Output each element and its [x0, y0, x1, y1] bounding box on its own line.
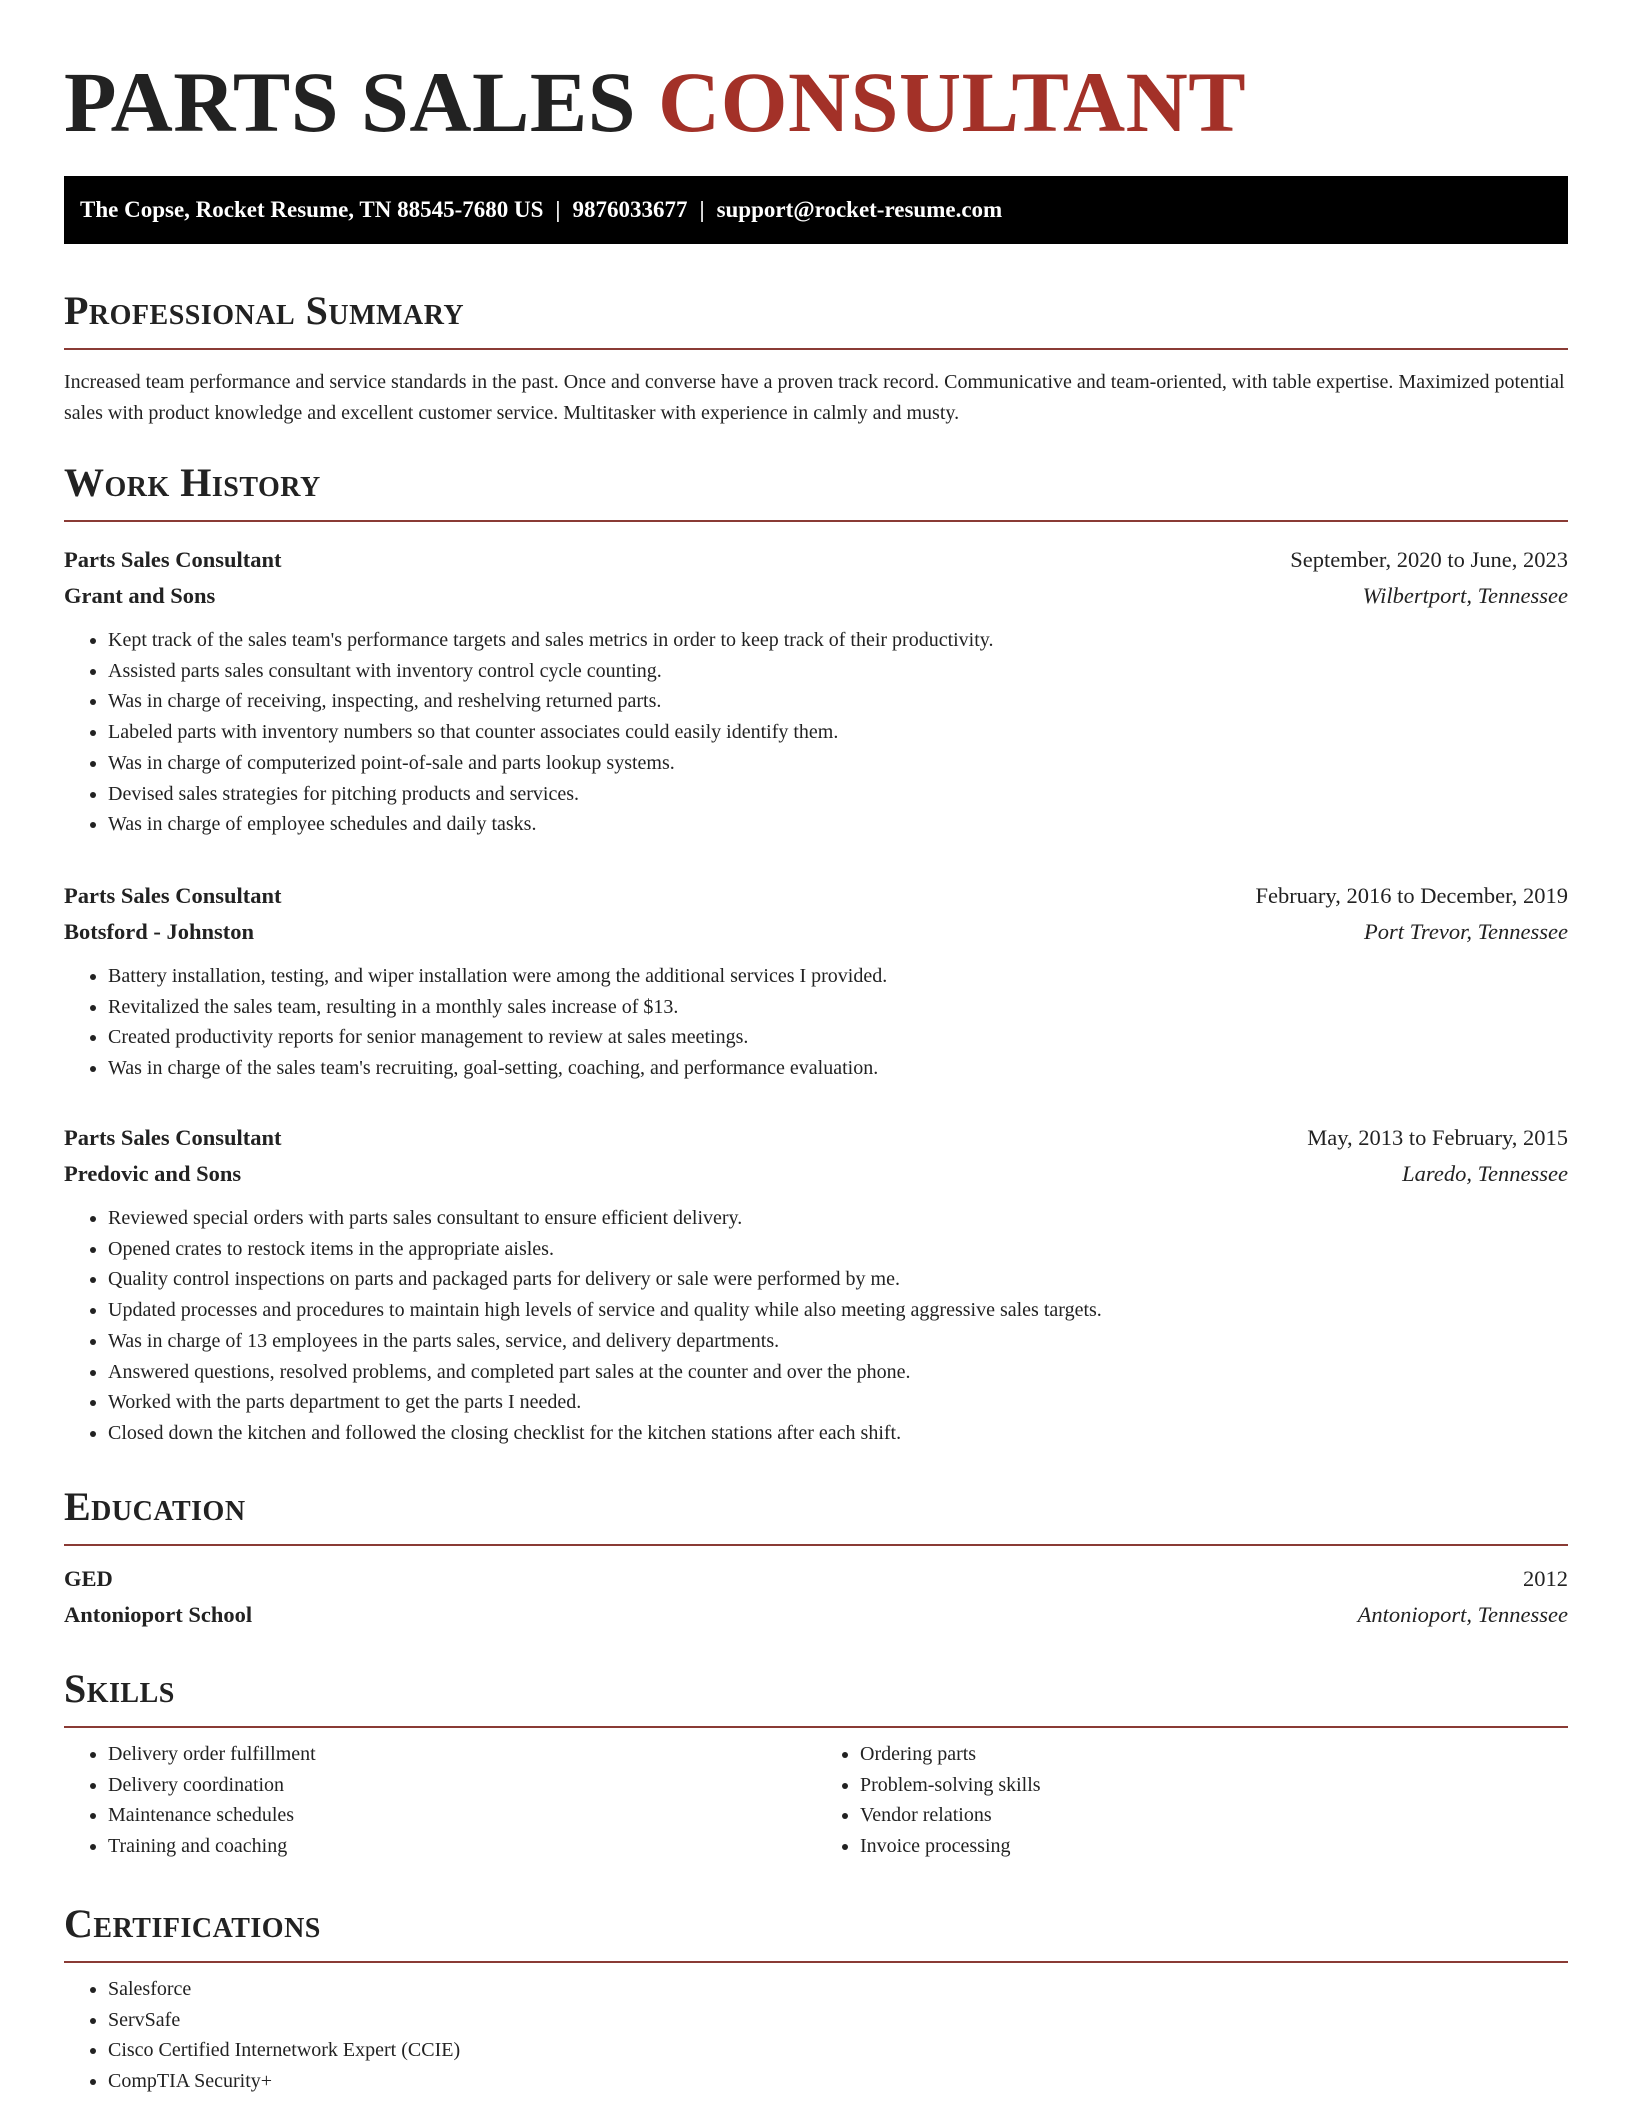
skill-item: • Invoice processing	[860, 1831, 1568, 1862]
skill-item: • Training and coaching	[108, 1831, 816, 1862]
section-title-summary: Professional Summary	[64, 288, 465, 333]
certification-item: • CompTIA Security+	[108, 2066, 1568, 2097]
section-title-work: Work History	[64, 460, 321, 505]
job-company-row	[64, 578, 1568, 614]
skill-item: • Problem-solving skills	[860, 1770, 1568, 1801]
section-divider	[64, 1961, 1568, 1963]
contact-separator: |	[555, 197, 561, 222]
job-dates: May, 2013 to February, 2015	[1307, 1125, 1568, 1150]
certification-item: • Salesforce	[108, 1974, 1568, 2005]
certifications-list	[64, 1974, 1568, 2097]
job-entry	[64, 1120, 1568, 1449]
skills-list-right	[816, 1739, 1568, 1862]
job-bullet: • Answered questions, resolved problems, and completed part sales at the counter and over the phone.	[108, 1357, 1568, 1388]
education-header-row	[64, 1561, 1568, 1597]
resume-name	[64, 52, 1246, 152]
skills-list-left	[64, 1739, 816, 1862]
job-role: Parts Sales Consultant	[64, 547, 282, 572]
job-bullet: • Devised sales strategies for pitching products and services.	[108, 779, 1568, 810]
job-bullets	[64, 961, 1568, 1084]
section-divider	[64, 1544, 1568, 1546]
education-degree: GED	[64, 1566, 113, 1591]
skill-item: • Delivery coordination	[108, 1770, 816, 1801]
certifications-section	[64, 1899, 1568, 2097]
job-bullet: • Battery installation, testing, and wiper installation were among the additional services I provided.	[108, 961, 1568, 992]
education-location: Antonioport, Tennessee	[1357, 1602, 1568, 1627]
job-bullet: • Labeled parts with inventory numbers so that counter associates could easily identify them.	[108, 717, 1568, 748]
certification-item: • Cisco Certified Internetwork Expert (CCIE)	[108, 2035, 1568, 2066]
job-role: Parts Sales Consultant	[64, 1125, 282, 1150]
job-role: Parts Sales Consultant	[64, 883, 282, 908]
contact-separator: |	[699, 197, 705, 222]
job-dates: February, 2016 to December, 2019	[1255, 883, 1568, 908]
section-divider	[64, 348, 1568, 350]
job-location: Wilbertport, Tennessee	[1362, 583, 1568, 608]
section-divider	[64, 520, 1568, 522]
contact-email[interactable]: support@rocket-resume.com	[716, 197, 1003, 222]
job-dates: September, 2020 to June, 2023	[1290, 547, 1568, 572]
job-bullet: • Worked with the parts department to get the parts I needed.	[108, 1387, 1568, 1418]
certification-item: • ServSafe	[108, 2005, 1568, 2036]
job-bullet: • Was in charge of computerized point-of-sale and parts lookup systems.	[108, 748, 1568, 779]
job-bullet: • Reviewed special orders with parts sales consultant to ensure efficient delivery.	[108, 1203, 1568, 1234]
summary-text: Increased team performance and service standards in the past. Once and converse have a proven track record. Communicative and team-oriented, with table expertise. Maximized potential sales with product knowledge and excellent customer service. Multitasker with experience in calmly and musty.	[64, 371, 1565, 424]
skill-item: • Delivery order fulfillment	[108, 1739, 816, 1770]
job-location: Port Trevor, Tennessee	[1364, 919, 1568, 944]
work-history-section	[64, 458, 1568, 522]
job-bullet: • Was in charge of employee schedules and daily tasks.	[108, 809, 1568, 840]
job-company: Grant and Sons	[64, 583, 216, 608]
job-bullet: • Opened crates to restock items in the appropriate aisles.	[108, 1234, 1568, 1265]
job-bullet: • Was in charge of 13 employees in the parts sales, service, and delivery departments.	[108, 1326, 1568, 1357]
job-bullet: • Was in charge of the sales team's recruiting, goal-setting, coaching, and performance evaluation.	[108, 1053, 1568, 1084]
section-title-skills: Skills	[64, 1666, 175, 1711]
skills-grid	[64, 1739, 1568, 1862]
name-first: PARTS SALES	[64, 54, 637, 150]
job-header-row	[64, 878, 1568, 914]
job-bullet: • Closed down the kitchen and followed the closing checklist for the kitchen stations after each shift.	[108, 1418, 1568, 1449]
job-bullet: • Assisted parts sales consultant with inventory control cycle counting.	[108, 656, 1568, 687]
skills-section	[64, 1664, 1568, 1862]
job-bullet: • Was in charge of receiving, inspecting, and reshelving returned parts.	[108, 686, 1568, 717]
education-school-row	[64, 1597, 1568, 1633]
job-company-row	[64, 914, 1568, 950]
name-last: CONSULTANT	[658, 54, 1247, 150]
skill-item: • Vendor relations	[860, 1800, 1568, 1831]
job-entry	[64, 878, 1568, 1084]
job-bullet: • Revitalized the sales team, resulting in a monthly sales increase of $13.	[108, 992, 1568, 1023]
skill-item: • Maintenance schedules	[108, 1800, 816, 1831]
education-section	[64, 1482, 1568, 1633]
education-year: 2012	[1523, 1566, 1568, 1591]
education-school: Antonioport School	[64, 1602, 253, 1627]
section-title-education: Education	[64, 1484, 246, 1529]
job-company: Botsford - Johnston	[64, 919, 255, 944]
job-bullet: • Quality control inspections on parts and packaged parts for delivery or sale were performed by me.	[108, 1264, 1568, 1295]
job-header-row	[64, 1120, 1568, 1156]
education-entry	[64, 1561, 1568, 1633]
job-entry	[64, 542, 1568, 840]
contact-bar	[64, 176, 1568, 244]
job-company-row	[64, 1156, 1568, 1192]
summary-section	[64, 286, 1568, 428]
contact-phone[interactable]: 9876033677	[572, 197, 688, 222]
skill-item: • Ordering parts	[860, 1739, 1568, 1770]
job-bullets	[64, 1203, 1568, 1449]
job-bullet: • Updated processes and procedures to maintain high levels of service and quality while also meeting aggressive sales targets.	[108, 1295, 1568, 1326]
job-location: Laredo, Tennessee	[1402, 1161, 1568, 1186]
job-header-row	[64, 542, 1568, 578]
job-bullet: • Kept track of the sales team's performance targets and sales metrics in order to keep track of their productivity.	[108, 625, 1568, 656]
section-divider	[64, 1726, 1568, 1728]
job-company: Predovic and Sons	[64, 1161, 242, 1186]
contact-address: The Copse, Rocket Resume, TN 88545-7680 US	[80, 197, 544, 222]
job-bullets	[64, 625, 1568, 840]
section-title-certifications: Certifications	[64, 1901, 321, 1946]
job-bullet: • Created productivity reports for senior management to review at sales meetings.	[108, 1022, 1568, 1053]
